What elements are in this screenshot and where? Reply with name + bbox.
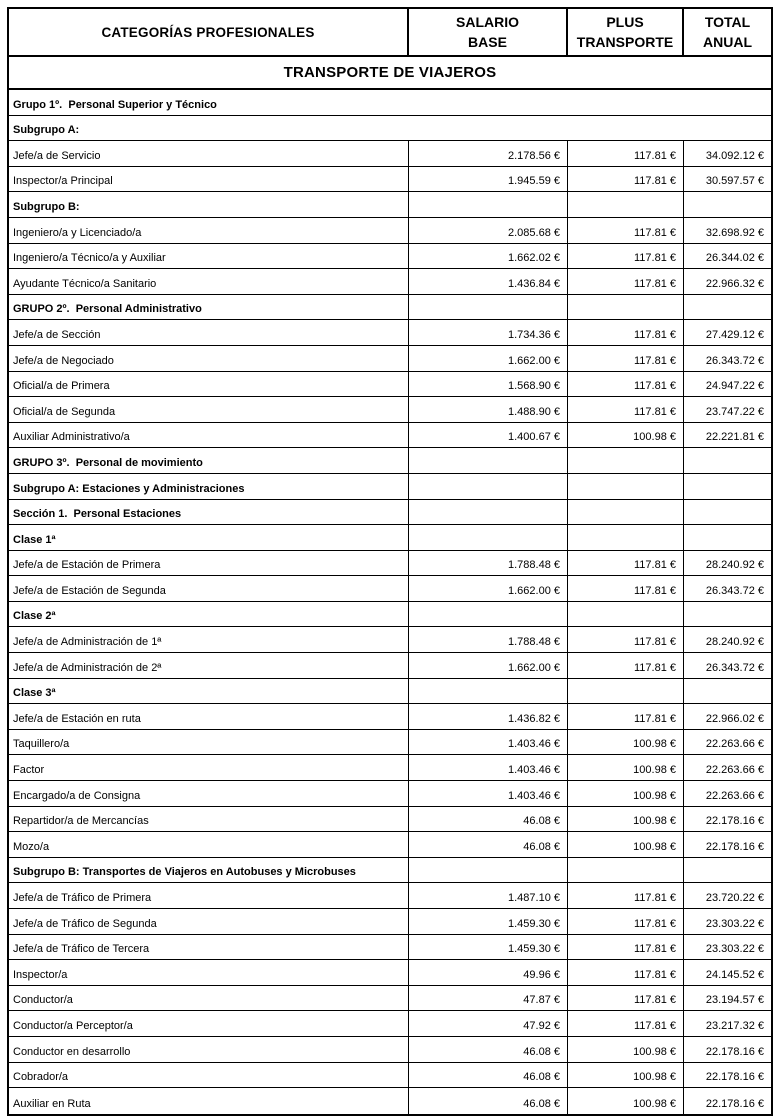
table-row [9, 1037, 771, 1063]
table-row [9, 167, 771, 193]
category-cell: Ingeniero/a y Licenciado/a [9, 218, 409, 243]
plus-transporte-cell: 117.81 € [568, 397, 684, 422]
category-cell: Jefe/a de Tráfico de Tercera [9, 935, 409, 960]
category-cell: Taquillero/a [9, 730, 409, 755]
table-row [9, 551, 771, 577]
col-header-categorias-label: CATEGORÍAS PROFESIONALES [101, 24, 315, 40]
table-row [9, 525, 771, 551]
salario-base-cell [409, 602, 568, 627]
plus-transporte-cell: 117.81 € [568, 960, 684, 985]
salario-base-cell: 1.459.30 € [409, 909, 568, 934]
plus-transporte-cell: 117.81 € [568, 269, 684, 294]
plus-transporte-cell: 117.81 € [568, 372, 684, 397]
category-cell: Oficial/a de Primera [9, 372, 409, 397]
total-anual-cell [684, 448, 771, 473]
salario-base-cell: 1.488.90 € [409, 397, 568, 422]
plus-transporte-cell [568, 500, 684, 525]
total-anual-cell: 22.178.16 € [705, 1097, 764, 1110]
category-cell: Inspector/a [9, 960, 409, 985]
salario-base-cell: 1.662.00 € [409, 653, 568, 678]
table-row [9, 295, 771, 321]
salario-base-cell: 1.662.02 € [409, 244, 568, 269]
category-cell: Subgrupo A: [13, 124, 80, 137]
plus-transporte-cell: 100.98 € [568, 1088, 684, 1114]
total-anual-cell [684, 679, 771, 704]
table-row [9, 423, 771, 449]
table-row [9, 960, 771, 986]
salario-base-cell: 1.568.90 € [409, 372, 568, 397]
salario-base-cell: 1.662.00 € [409, 346, 568, 371]
category-cell: Encargado/a de Consigna [9, 781, 409, 806]
table-row [9, 858, 771, 884]
table-row [9, 781, 771, 807]
salario-base-cell: 1.788.48 € [409, 551, 568, 576]
plus-transporte-cell: 100.98 € [568, 1063, 684, 1088]
salario-base-cell: 1.487.10 € [409, 883, 568, 908]
category-cell: Mozo/a [9, 832, 409, 857]
table-row [9, 116, 771, 142]
salario-base-cell: 1.436.82 € [409, 704, 568, 729]
plus-transporte-cell: 100.98 € [568, 832, 684, 857]
salario-base-cell [409, 525, 568, 550]
salario-base-cell: 1.945.59 € [409, 167, 568, 192]
table-row [9, 192, 771, 218]
salario-base-cell [409, 679, 568, 704]
category-cell: Jefe/a de Administración de 1ª [9, 627, 409, 652]
table-row [9, 500, 771, 526]
category-cell: Jefe/a de Estación de Segunda [9, 576, 409, 601]
salario-base-cell: 46.08 € [409, 1088, 568, 1114]
table-row [9, 755, 771, 781]
plus-transporte-cell: 117.81 € [568, 320, 684, 345]
total-anual-cell: 26.343.72 € [705, 661, 764, 674]
plus-transporte-cell [568, 858, 684, 883]
salario-base-cell [409, 448, 568, 473]
plus-transporte-cell [568, 525, 684, 550]
category-cell: GRUPO 3º. Personal de movimiento [9, 448, 409, 473]
total-anual-cell: 23.747.22 € [705, 405, 764, 418]
col-header-total-line2: ANUAL [703, 34, 752, 50]
plus-transporte-cell: 117.81 € [568, 627, 684, 652]
salario-base-cell: 46.08 € [409, 832, 568, 857]
salario-base-cell: 1.788.48 € [409, 627, 568, 652]
category-cell: Conductor en desarrollo [9, 1037, 409, 1062]
category-cell: GRUPO 2º. Personal Administrativo [9, 295, 409, 320]
table-row [9, 346, 771, 372]
plus-transporte-cell: 117.81 € [568, 653, 684, 678]
total-anual-cell [684, 500, 771, 525]
total-anual-cell: 30.597.57 € [705, 175, 764, 188]
plus-transporte-cell: 100.98 € [568, 807, 684, 832]
category-cell: Subgrupo A: Estaciones y Administraciones [9, 474, 409, 499]
category-cell: Oficial/a de Segunda [9, 397, 409, 422]
table-row [9, 1011, 771, 1037]
plus-transporte-cell [568, 192, 684, 217]
salario-base-cell: 1.403.46 € [409, 755, 568, 780]
category-cell: Ayudante Técnico/a Sanitario [9, 269, 409, 294]
total-anual-cell [684, 295, 771, 320]
plus-transporte-cell: 117.81 € [568, 909, 684, 934]
salario-base-cell: 2.085.68 € [409, 218, 568, 243]
plus-transporte-cell: 100.98 € [568, 423, 684, 448]
table-row [9, 141, 771, 167]
total-anual-cell: 22.263.66 € [705, 738, 764, 751]
total-anual-cell: 23.720.22 € [705, 892, 764, 904]
table-row [9, 909, 771, 935]
category-cell: Jefe/a de Estación de Primera [9, 551, 409, 576]
total-anual-cell [684, 858, 771, 883]
category-cell: Subgrupo B: [9, 192, 409, 217]
total-anual-cell: 24.947.22 € [705, 380, 764, 393]
table-row [9, 935, 771, 961]
plus-transporte-cell: 100.98 € [568, 730, 684, 755]
salario-base-cell: 1.436.84 € [409, 269, 568, 294]
total-anual-cell: 22.178.16 € [705, 1071, 764, 1084]
salario-base-cell: 1.400.67 € [409, 423, 568, 448]
total-anual-cell: 26.343.72 € [705, 354, 764, 367]
category-cell: Factor [9, 755, 409, 780]
salario-base-cell: 46.08 € [409, 807, 568, 832]
category-cell: Jefe/a de Tráfico de Segunda [9, 909, 409, 934]
plus-transporte-cell: 117.81 € [568, 218, 684, 243]
plus-transporte-cell: 117.81 € [568, 167, 684, 192]
salario-base-cell [409, 500, 568, 525]
category-cell: Jefe/a de Servicio [9, 141, 409, 166]
plus-transporte-cell: 100.98 € [568, 781, 684, 806]
table-row [9, 474, 771, 500]
category-cell: Conductor/a Perceptor/a [9, 1011, 409, 1036]
salario-base-cell: 2.178.56 € [409, 141, 568, 166]
total-anual-cell: 28.240.92 € [705, 636, 764, 649]
table-row [9, 576, 771, 602]
plus-transporte-cell [568, 679, 684, 704]
col-header-total-line1: TOTAL [704, 14, 751, 30]
section-title-band [9, 57, 771, 90]
plus-transporte-cell: 117.81 € [568, 1011, 684, 1036]
table-header-row [9, 9, 771, 57]
col-header-plus-line2: TRANSPORTE [576, 34, 674, 50]
total-anual-cell: 27.429.12 € [705, 328, 764, 341]
table-row [9, 1063, 771, 1089]
col-header-salario-base [409, 9, 568, 55]
salary-table [7, 7, 773, 1116]
table-row [9, 730, 771, 756]
table-row [9, 320, 771, 346]
category-cell: Jefe/a de Tráfico de Primera [9, 883, 409, 908]
total-anual-cell [684, 192, 771, 217]
total-anual-cell [684, 525, 771, 550]
total-anual-cell: 22.966.02 € [705, 712, 764, 725]
table-body [9, 90, 771, 1114]
salario-base-cell [409, 474, 568, 499]
total-anual-cell: 22.178.16 € [705, 1045, 764, 1058]
col-header-plus-transporte [568, 9, 684, 55]
salario-base-cell: 1.459.30 € [409, 935, 568, 960]
plus-transporte-cell: 117.81 € [568, 244, 684, 269]
salario-base-cell: 1.403.46 € [409, 781, 568, 806]
plus-transporte-cell: 117.81 € [568, 576, 684, 601]
category-cell: Jefe/a de Estación en ruta [9, 704, 409, 729]
total-anual-cell [684, 474, 771, 499]
category-cell: Clase 3ª [9, 679, 409, 704]
table-row [9, 653, 771, 679]
plus-transporte-cell [568, 602, 684, 627]
total-anual-cell: 23.194.57 € [705, 994, 764, 1007]
salario-base-cell [409, 295, 568, 320]
table-row [9, 807, 771, 833]
total-anual-cell: 34.092.12 € [705, 149, 764, 162]
plus-transporte-cell: 117.81 € [568, 935, 684, 960]
plus-transporte-cell: 117.81 € [568, 141, 684, 166]
salario-base-cell [409, 192, 568, 217]
category-cell: Jefe/a de Negociado [9, 346, 409, 371]
table-row [9, 602, 771, 628]
salario-base-cell: 46.08 € [409, 1037, 568, 1062]
table-row [9, 244, 771, 270]
col-header-salario-line2: BASE [468, 34, 507, 50]
total-anual-cell: 23.303.22 € [705, 917, 764, 930]
category-cell: Auxiliar en Ruta [9, 1088, 409, 1114]
salario-base-cell: 46.08 € [409, 1063, 568, 1088]
plus-transporte-cell [568, 295, 684, 320]
plus-transporte-cell: 100.98 € [568, 1037, 684, 1062]
col-header-total-anual [684, 9, 771, 55]
salario-base-cell: 47.87 € [409, 986, 568, 1011]
category-cell: Clase 1ª [9, 525, 409, 550]
total-anual-cell: 26.344.02 € [705, 252, 764, 265]
table-row [9, 1088, 771, 1114]
category-cell: Inspector/a Principal [9, 167, 409, 192]
total-anual-cell: 32.698.92 € [705, 226, 764, 239]
total-anual-cell: 22.178.16 € [705, 840, 764, 853]
plus-transporte-cell: 117.81 € [568, 346, 684, 371]
total-anual-cell: 22.263.66 € [705, 789, 764, 802]
category-cell: Subgrupo B: Transportes de Viajeros en Autobuses y Microbuses [9, 858, 409, 883]
category-cell: Clase 2ª [9, 602, 409, 627]
category-cell: Conductor/a [9, 986, 409, 1011]
plus-transporte-cell: 117.81 € [568, 551, 684, 576]
category-cell: Repartidor/a de Mercancías [9, 807, 409, 832]
plus-transporte-cell: 100.98 € [568, 755, 684, 780]
total-anual-cell [684, 602, 771, 627]
plus-transporte-cell [568, 474, 684, 499]
category-cell: Sección 1. Personal Estaciones [9, 500, 409, 525]
total-anual-cell: 22.221.81 € [705, 431, 764, 444]
salario-base-cell: 1.662.00 € [409, 576, 568, 601]
total-anual-cell: 22.178.16 € [705, 815, 764, 828]
col-header-plus-line1: PLUS [606, 14, 644, 30]
table-row [9, 704, 771, 730]
salario-base-cell: 1.734.36 € [409, 320, 568, 345]
col-header-salario-line1: SALARIO [456, 14, 519, 30]
table-row [9, 90, 771, 116]
category-cell: Grupo 1º. Personal Superior y Técnico [13, 98, 217, 111]
total-anual-cell: 24.145.52 € [705, 968, 764, 981]
table-row [9, 627, 771, 653]
table-row [9, 883, 771, 909]
total-anual-cell: 23.303.22 € [705, 943, 764, 956]
table-row [9, 679, 771, 705]
category-cell: Jefe/a de Sección [9, 320, 409, 345]
table-row [9, 218, 771, 244]
plus-transporte-cell: 117.81 € [568, 986, 684, 1011]
plus-transporte-cell: 117.81 € [568, 883, 684, 908]
category-cell: Auxiliar Administrativo/a [9, 423, 409, 448]
salario-base-cell: 47.92 € [409, 1011, 568, 1036]
table-row [9, 986, 771, 1012]
table-row [9, 269, 771, 295]
section-title: TRANSPORTE DE VIAJEROS [283, 64, 497, 81]
category-cell: Cobrador/a [9, 1063, 409, 1088]
salario-base-cell [409, 858, 568, 883]
total-anual-cell: 28.240.92 € [705, 559, 764, 572]
table-row [9, 448, 771, 474]
category-cell: Ingeniero/a Técnico/a y Auxiliar [9, 244, 409, 269]
table-row [9, 832, 771, 858]
plus-transporte-cell [568, 448, 684, 473]
table-row [9, 397, 771, 423]
total-anual-cell: 26.343.72 € [705, 584, 764, 597]
salario-base-cell: 49.96 € [409, 960, 568, 985]
plus-transporte-cell: 117.81 € [568, 704, 684, 729]
col-header-categorias [9, 9, 409, 55]
total-anual-cell: 22.966.32 € [705, 277, 764, 290]
total-anual-cell: 22.263.66 € [705, 764, 764, 777]
salario-base-cell: 1.403.46 € [409, 730, 568, 755]
category-cell: Jefe/a de Administración de 2ª [9, 653, 409, 678]
table-row [9, 372, 771, 398]
total-anual-cell: 23.217.32 € [705, 1019, 764, 1032]
